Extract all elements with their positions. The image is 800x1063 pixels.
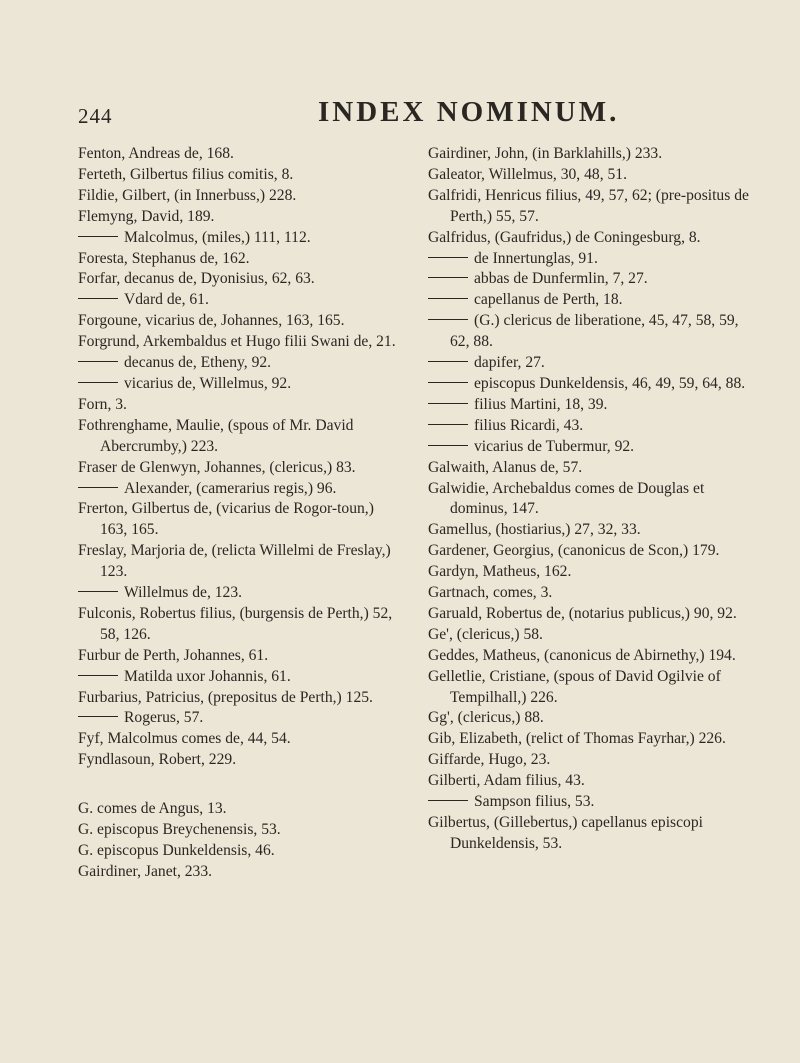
index-subentry: Vdard de, 61.: [78, 290, 398, 311]
index-entry: Galeator, Willelmus, 30, 48, 51.: [428, 165, 627, 183]
index-entry: Gardyn, Matheus, 162.: [428, 563, 572, 581]
right-column: [428, 144, 760, 855]
index-entry: Fyf, Malcolmus comes de, 44, 54.: [78, 730, 291, 748]
index-subentry: abbas de Dunfermlin, 7, 27.: [428, 269, 760, 290]
index-subentry: vicarius de Tubermur, 92.: [428, 437, 760, 458]
index-entry: Fothrenghame, Maulie, (spous of Mr. David Abercrumby,) 223.: [78, 416, 354, 455]
index-entry: Gilbertus, (Gillebertus,) capellanus episcopi Dunkeldensis, 53.: [428, 814, 703, 852]
index-entry: Fyndlasoun, Robert, 229.: [78, 751, 237, 769]
index-entry: Garuald, Robertus de, (notarius publicus,) 90, 92.: [428, 604, 737, 622]
index-entry: Furbur de Perth, Johannes, 61.: [78, 646, 269, 664]
index-entry: Fulconis, Robertus filius, (burgensis de Perth,) 52, 58, 126.: [78, 604, 393, 643]
index-subentry: dapifer, 27.: [428, 353, 760, 374]
index-entry: Freslay, Marjoria de, (relicta Willelmi de Freslay,) 123.: [78, 542, 391, 581]
index-subentry: Alexander, (camerarius regis,) 96.: [78, 479, 398, 500]
running-title: INDEX NOMINUM.: [318, 96, 620, 128]
index-entry: Forgoune, vicarius de, Johannes, 163, 165.: [78, 312, 345, 330]
index-entry: Gartnach, comes, 3.: [428, 584, 553, 602]
index-entry: Ge', (clericus,) 58.: [428, 625, 543, 643]
index-entry: Ferteth, Gilbertus filius comitis, 8.: [78, 165, 294, 183]
index-subentry: episcopus Dunkeldensis, 46, 49, 59, 64, 88.: [428, 374, 760, 395]
index-entry: Furbarius, Patricius, (prepositus de Perth,) 125.: [78, 688, 373, 706]
index-subentry: Malcolmus, (miles,) 111, 112.: [78, 228, 398, 249]
index-entry: Galwidie, Archebaldus comes de Douglas et dominus, 147.: [428, 479, 705, 518]
index-entry: Forn, 3.: [78, 395, 127, 413]
index-subentry: vicarius de, Willelmus, 92.: [78, 374, 398, 395]
index-subentry: capellanus de Perth, 18.: [428, 290, 760, 311]
index-entry: Gairdiner, Janet, 233.: [78, 862, 213, 880]
left-entries-g: [78, 799, 398, 883]
index-entry: Gelletlie, Cristiane, (spous of David Ogilvie of Tempilhall,) 226.: [428, 667, 721, 706]
index-entry: Galwaith, Alanus de, 57.: [428, 458, 583, 476]
index-entry: Giffarde, Hugo, 23.: [428, 751, 551, 769]
index-entry: Fenton, Andreas de, 168.: [78, 145, 234, 162]
index-subentry: de Innertunglas, 91.: [428, 249, 760, 270]
index-entry: G. episcopus Dunkeldensis, 46.: [78, 842, 275, 859]
index-entry: Gamellus, (hostiarius,) 27, 32, 33.: [428, 521, 641, 539]
index-entry: Galfridi, Henricus filius, 49, 57, 62; (pre-positus de Perth,) 55, 57.: [428, 186, 749, 225]
index-subentry: Matilda uxor Johannis, 61.: [78, 667, 398, 688]
index-entry: Flemyng, David, 189.: [78, 207, 215, 225]
index-entry: Fraser de Glenwyn, Johannes, (clericus,) 83.: [78, 458, 356, 476]
left-entries-f: [78, 144, 398, 771]
index-subentry: Sampson filius, 53.: [428, 792, 760, 813]
section-gap: [78, 771, 398, 799]
index-subentry: decanus de, Etheny, 92.: [78, 353, 398, 374]
index-entry: Gairdiner, John, (in Barklahills,) 233.: [428, 145, 663, 162]
index-subentry: filius Ricardi, 43.: [428, 416, 760, 437]
index-entry: G. episcopus Breychenensis, 53.: [78, 821, 281, 839]
index-entry: Forfar, decanus de, Dyonisius, 62, 63.: [78, 270, 315, 288]
left-column: [78, 144, 398, 883]
index-entry: Gg', (clericus,) 88.: [428, 709, 544, 727]
page-number: 244: [78, 104, 113, 128]
index-entry: Geddes, Matheus, (canonicus de Abirnethy,) 194.: [428, 646, 736, 664]
page-header: [78, 96, 740, 130]
index-entry: Fildie, Gilbert, (in Innerbuss,) 228.: [78, 186, 297, 204]
index-subentry: filius Martini, 18, 39.: [428, 395, 760, 416]
index-entry: Gib, Elizabeth, (relict of Thomas Fayrhar,) 226.: [428, 730, 726, 748]
index-entry: Foresta, Stephanus de, 162.: [78, 249, 250, 267]
index-subentry: Rogerus, 57.: [78, 708, 398, 729]
index-entry: G. comes de Angus, 13.: [78, 800, 227, 818]
index-subentry: Willelmus de, 123.: [78, 583, 398, 604]
index-entry: Frerton, Gilbertus de, (vicarius de Rogor-toun,) 163, 165.: [78, 500, 374, 539]
index-entry: Galfridus, (Gaufridus,) de Coningesburg, 8.: [428, 228, 701, 246]
index-subentry: (G.) clericus de liberatione, 45, 47, 58, 59, 62, 88.: [428, 311, 760, 353]
index-entry: Forgrund, Arkembaldus et Hugo filii Swani de, 21.: [78, 333, 396, 351]
right-entries: [428, 144, 760, 855]
index-entry: Gardener, Georgius, (canonicus de Scon,) 179.: [428, 542, 720, 560]
index-entry: Gilberti, Adam filius, 43.: [428, 772, 585, 790]
